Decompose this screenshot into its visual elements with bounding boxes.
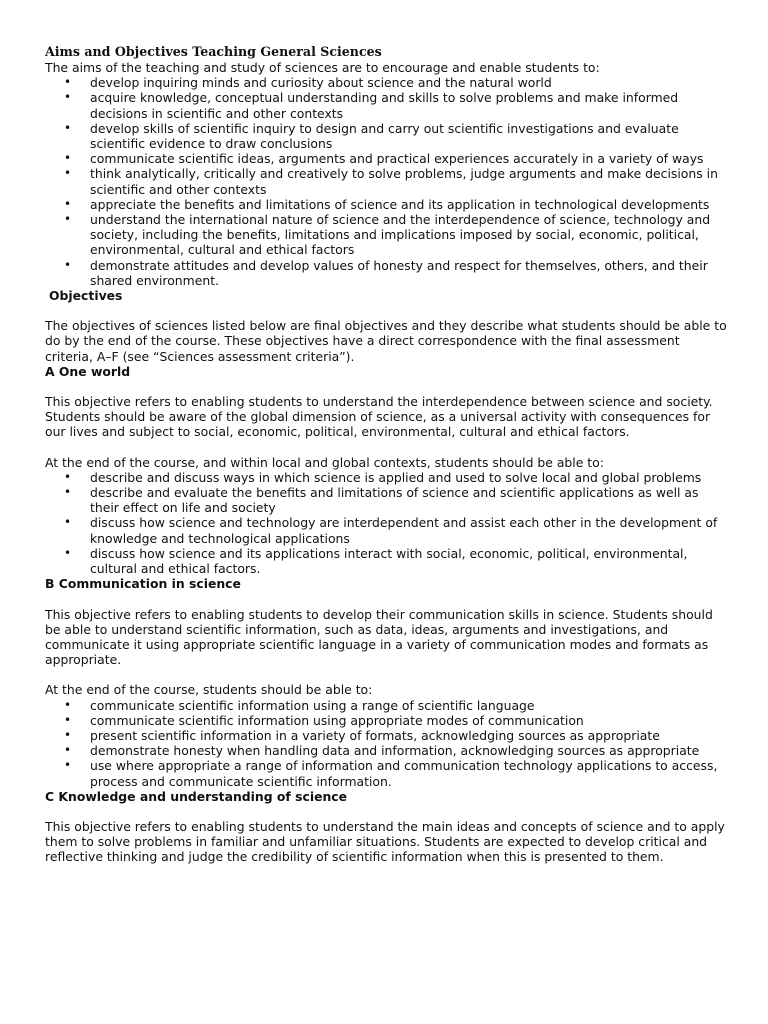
bullet-icon: • xyxy=(64,758,72,773)
list-item: • demonstrate attitudes and develop values of honesty and respect for themselves, others, and their shared environment. xyxy=(64,257,708,288)
list-item: • describe and evaluate the benefits and limitations of science and scientific applications as well as their effect on life and society xyxy=(64,485,699,516)
section-a-lead: At the end of the course, and within local and global contexts, students should be able to: xyxy=(45,454,604,470)
objectives-intro: The objectives of sciences listed below are final objectives and they describe what students should be able to do by the end of the course. These objectives have a direct correspondence with the final assessment criteria, A–F (see “Sciences assessment criteria”). xyxy=(45,318,727,364)
bullet-icon: • xyxy=(64,75,72,90)
list-item: • discuss how science and its applications interact with social, economic, political, environmental, cultural and ethical factors. xyxy=(64,545,688,577)
bullet-icon: • xyxy=(64,90,72,105)
list-item: • demonstrate honesty when handling data and information, acknowledging sources as appropriate xyxy=(64,743,700,759)
bullet-icon: • xyxy=(64,120,72,135)
bullet-icon: • xyxy=(64,697,72,712)
bullet-icon: • xyxy=(64,727,72,742)
section-c-paragraph: This objective refers to enabling students to understand the main ideas and concepts of science and to apply them to solve problems in familiar and unfamiliar situations. Students are expected to develop critical and reflective thinking and judge the credibility of scientific information when this is presented to them. xyxy=(45,818,725,865)
list-item: • think analytically, critically and creatively to solve problems, judge arguments and make decisions in scientific and other contexts xyxy=(64,166,718,197)
bullet-icon: • xyxy=(64,196,72,211)
list-item: • develop skills of scientific inquiry to design and carry out scientific investigations and evaluate scientific evidence to draw conclusions xyxy=(64,120,679,152)
section-c-heading: C Knowledge and understanding of science xyxy=(45,788,348,804)
aims-list xyxy=(45,75,728,288)
bullet-icon: • xyxy=(64,743,72,758)
section-b-list xyxy=(45,698,728,789)
section-b-lead: At the end of the course, students should be able to: xyxy=(45,682,373,698)
section-a-list xyxy=(45,470,728,576)
bullet-icon: • xyxy=(64,151,72,166)
aims-intro: The aims of the teaching and study of sciences are to encourage and enable students to: xyxy=(45,60,600,75)
section-a-paragraph: This objective refers to enabling students to understand the interdependence between science and society. Students should be aware of the global dimension of science, as a universal activity with consequences for our lives and subject to social, economic, political, environmental, cultural and ethical factors. xyxy=(45,394,713,440)
bullet-icon: • xyxy=(64,515,72,530)
bullet-icon: • xyxy=(64,257,72,272)
section-a-heading: A One world xyxy=(45,363,131,379)
list-item: • appreciate the benefits and limitations of science and its application in technological developments xyxy=(64,196,710,212)
bullet-icon: • xyxy=(64,485,72,500)
list-item: • develop inquiring minds and curiosity about science and the natural world xyxy=(64,75,552,91)
list-item: • communicate scientific ideas, arguments and practical experiences accurately in a variety of ways xyxy=(64,151,704,167)
bullet-icon: • xyxy=(64,545,72,560)
bullet-icon: • xyxy=(64,166,72,181)
bullet-icon: • xyxy=(64,712,72,727)
list-item: • communicate scientific information using a range of scientific language xyxy=(64,697,535,713)
section-b-heading: B Communication in science xyxy=(45,576,241,592)
list-item: • communicate scientific information using appropriate modes of communication xyxy=(64,712,584,728)
list-item: • understand the international nature of science and the interdependence of science, technology and society, including the benefits, limitations and implications imposed by social, economic, political, environmental, cultural and ethical factors xyxy=(64,212,711,258)
bullet-icon: • xyxy=(64,469,72,484)
list-item: • describe and discuss ways in which science is applied and used to solve local and global problems xyxy=(64,469,702,485)
objectives-heading: Objectives xyxy=(49,288,123,304)
list-item: • acquire knowledge, conceptual understanding and skills to solve problems and make informed decisions in scientific and other contexts xyxy=(64,90,679,121)
bullet-icon: • xyxy=(64,212,72,227)
list-item: • present scientific information in a variety of formats, acknowledging sources as appropriate xyxy=(64,727,660,743)
document-title: Aims and Objectives Teaching General Sciences xyxy=(45,44,382,59)
list-item: • discuss how science and technology are interdependent and assist each other in the development of knowledge and technological applications xyxy=(64,515,718,546)
section-b-paragraph: This objective refers to enabling students to develop their communication skills in science. Students should be able to understand scientific information, such as data, ideas, arguments and investigations, and communicate it using appropriate scientific language in a variety of communication modes and formats as appropriate. xyxy=(45,606,713,668)
list-item: • use where appropriate a range of information and communication technology applications to access, process and communicate scientific information. xyxy=(64,758,718,789)
